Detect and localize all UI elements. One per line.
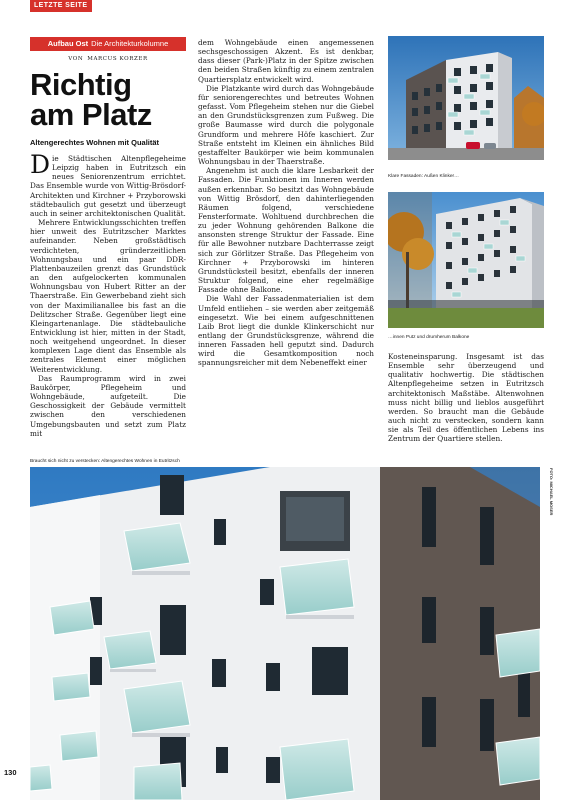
author: MARCUS KORZER xyxy=(87,56,148,62)
photo-caption: Braucht sich nicht zu verstecken: Altengerechtes Wohnen in Eutritzsch xyxy=(30,459,180,464)
paragraph: Die Wahl der Fassadenmaterialien ist dem Umfeld entliehen – sie werden aber zeitgemäß eingesetzt. Wie bei einem aufgeschnittenen Laib Brot liegt die dunkle Klinkerschicht nur entlang der Grundstücksgrenze, während die inneren Fassaden hell geputzt sind. Dadurch wird die Gesamtkomposition noch spannungsreicher mit dem Nebeneffekt einer xyxy=(198,294,374,368)
text-column-3 xyxy=(388,352,544,444)
photo-caption: Klare Fassaden: Außen Klinker… xyxy=(388,174,459,179)
paragraph: Angenehm ist auch die klare Lesbarkeit der Fassaden. Die Funktionen im Inneren werden außen erkennbar. So besitzt das Wohngebäude von Wittig Brösdorf, den dahinterliegenden Räumen folgend, verschiedene Fensterformate. Wohltuend durchbrechen die zu jeder Wohnung gehörenden Balkone die ansonsten strenge Struktur der Fassade. Eine für alle Bewohner nutzbare Dachterrasse zeigt sich zur Görlitzer Straße. Das Pflegeheim von Kirchner + Przyborowski im hinteren Grundstücksteil besitzt, ebenfalls der inneren Struktur folgend, eine eher regelmäßige Fassade ohne Balkone. xyxy=(198,166,374,295)
text-column-2 xyxy=(198,38,374,458)
photo-building-exterior xyxy=(388,36,544,160)
photo-caption: …innen Putz und drumherum Balkone xyxy=(388,335,470,340)
paragraph: Die Platzkante wird durch das Wohngebäude für seniorengerechtes und betreutes Wohnen gefasst. Vom Pflegeheim stehen nur die Giebel an den Grundstücksgrenzen zum Fußweg. Die große Baumasse wird durch die polygonale Grundform und mehrere Höfe kaschiert. Zur Straße entsteht im Kleinen ein ähnliches Bild gestaffelter Baukörper wie beim kommunalen Wohnungsbau in der Thaerstraße. xyxy=(198,83,374,167)
photo-credit: FOTO: MICHAEL MOSER xyxy=(549,468,554,516)
column-label xyxy=(30,37,186,51)
section-label: LETZTE SEITE xyxy=(30,0,92,12)
photo-main-building xyxy=(30,467,540,800)
paragraph: Mehrere Entwicklungsschichten treffen hier unweit des Eutritzscher Marktes aufeinander. Neben großstädtisch verdichteten, gründerzeitlichen Wohnungsbau und ein paar DDR-Plattenbauzeilen grenzt das Grundstück an den aufgelockerten kommunalen Wohnungsbau von Hubert Ritter an der Thaerstraße. Ein Gewerbeband zieht sich von der Maximilianallee bis fast an die Delitzscher Straße. Gegenüber liegt eine Kleingartenanlage. Die städtebauliche Entwicklung ist hier, mitten in der Stadt, noch weitgehend ungeordnet. In dieser komplexen Lage dient das Ensemble als zentrales Element einer möglichen Weiterentwicklung. xyxy=(30,218,186,374)
subheadline: Altengerechtes Wohnen mit Qualität xyxy=(30,138,160,147)
paragraph: dem Wohngebäude einen angemessenen sechsgeschossigen Akzent. Es ist denkbar, dass dieser (Park-)Platz in der Spitze zwischen den beiden Straßen künftig zu einem zentralen Quartiersplatz entwickelt wird. xyxy=(198,38,374,84)
column-title: Die Architekturkolumne xyxy=(91,39,169,48)
page-number: 130 xyxy=(4,768,17,777)
paragraph: Kosteneinsparung. Insgesamt ist das Ensemble sehr überzeugend und qualitativ hochwertig. Die städtischen Altenpflegeheime setzen in Eutritzsch architektonisch Maßstäbe. Altenwohnen muss nicht billig und lieblos ausgeführt werden. So braucht man die Gebäude auch nicht zu verstecken, sondern kann sie als Teil des öffentlichen Lebens ins Zentrum der Quartiere stellen. xyxy=(388,352,544,444)
text-column-1: Die Städtischen Altenpflegeheime Leipzig haben in Eutritzsch ein neues Seniorenzentrum errichtet. Das Ensemble wurde von Wittig-Brösdorf-Architekten und Kirchner + Przyborowski städtebaulich gut gesetzt und überzeugt auch in seiner architektonischen Qualität. Mehrere Entwicklungsschichten treffen hier unweit des Eutritzscher Marktes aufeinander. Neben großstädtisch verdichteten, gründerzeitlichen Wohnungsbau und ein paar DDR-Plattenbauzeilen grenzt das Grundstück an den aufgelockerten kommunalen Wohnungsbau von Hubert Ritter an der Thaerstraße. Ein Gewerbeband zieht sich von der Maximilianallee bis fast an die Delitzscher Straße. Gegenüber liegt eine Kleingartenanlage. Die städtebauliche Entwicklung ist hier, mitten in der Stadt, noch weitgehend ungeordnet. In dieser komplexen Lage dient das Ensemble als zentrales Element einer möglichen Weiterentwicklung. Das Raumprogramm wird in zwei Baukörper, Pflegeheim und Wohngebäude, aufgeteilt. Die Geschossigkeit der Gebäude vermittelt zwischen den verschiedenen Umgebungsbauten und setzt zum Platz mit xyxy=(30,150,186,438)
headline: Richtig am Platz xyxy=(30,67,152,132)
drop-cap: D xyxy=(30,150,51,179)
column-series: Aufbau Ost xyxy=(47,39,89,48)
photo-inner-facade xyxy=(388,192,544,328)
paragraph: Das Raumprogramm wird in zwei Baukörper, Pflegeheim und Wohngebäude, aufgeteilt. Die Geschossigkeit der Gebäude vermittelt zwischen den verschiedenen Umgebungsbauten und setzt zum Platz mit xyxy=(30,373,186,438)
byline: VON MARCUS KORZER xyxy=(68,56,148,62)
